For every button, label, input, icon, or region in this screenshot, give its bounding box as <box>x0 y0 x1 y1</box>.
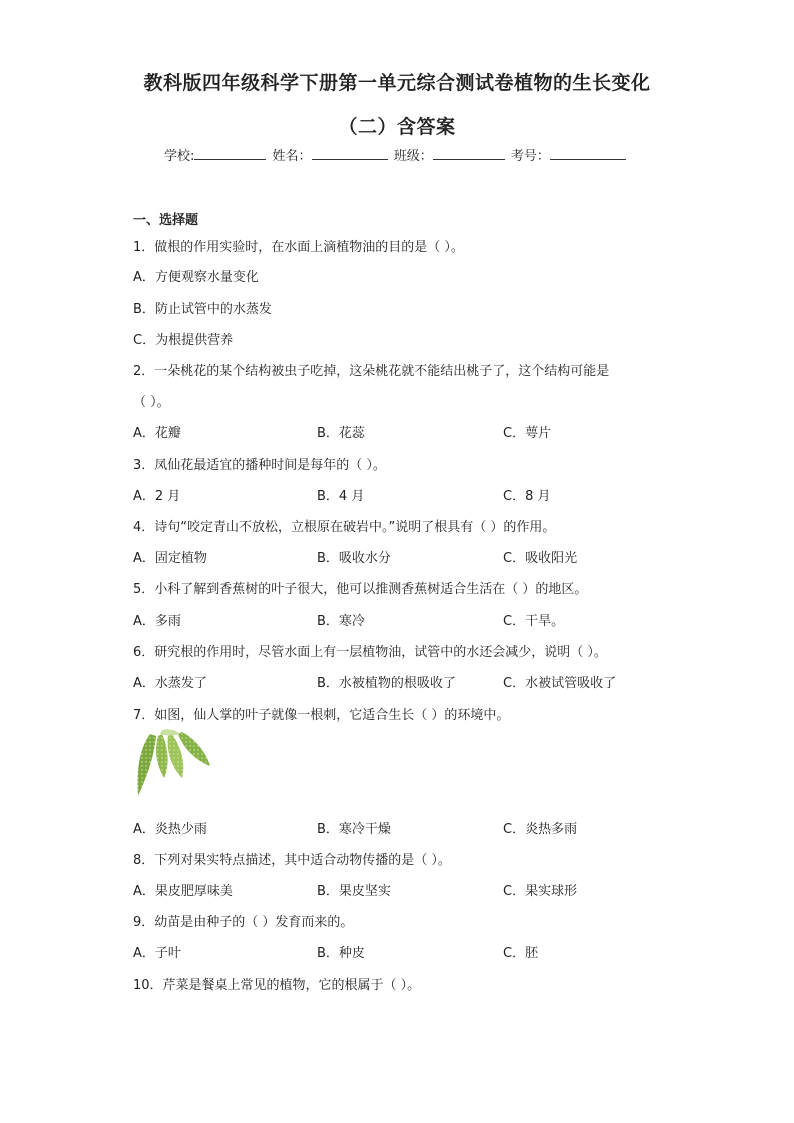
q7-option-a: A．炎热少雨 <box>133 822 207 837</box>
exam-number-label: 考号： <box>510 149 550 164</box>
question-2: 2．一朵桃花的某个结构被虫子吃掉，这朵桃花就不能结出桃子了，这个结构可能是 <box>133 364 610 379</box>
section-heading: 一、选择题 <box>133 213 199 228</box>
exam-number-blank <box>550 145 626 160</box>
q2-options <box>133 422 733 440</box>
q2-option-b: B．花蕊 <box>317 426 365 441</box>
q1-option-a: A．方便观察水量变化 <box>133 270 259 285</box>
school-blank <box>194 145 266 160</box>
q7-option-c: C．炎热多雨 <box>503 822 578 837</box>
q7-options <box>133 818 733 836</box>
q3-option-b: B．4 月 <box>317 489 365 504</box>
q8-option-a: A．果皮肥厚味美 <box>133 884 233 899</box>
q6-option-a: A．水蒸发了 <box>133 676 207 691</box>
q3-option-c: C．8 月 <box>503 489 551 504</box>
q8-option-c: C．果实球形 <box>503 884 578 899</box>
name-blank <box>312 145 388 160</box>
q4-options <box>133 547 733 565</box>
q6-options <box>133 672 733 690</box>
question-6: 6．研究根的作用时，尽管水面上有一层植物油，试管中的水还会减少，说明（ ）。 <box>133 645 607 660</box>
question-4: 4．诗句“咬定青山不放松，立根原在破岩中。”说明了根具有（ ）的作用。 <box>133 520 556 535</box>
q6-option-c: C．水被试管吸收了 <box>503 676 617 691</box>
q2-option-a: A．花瓣 <box>133 426 181 441</box>
doc-title-line1: 教科版四年级科学下册第一单元综合测试卷植物的生长变化 <box>143 72 651 94</box>
doc-title-line2: （二）含答案 <box>338 116 456 138</box>
question-5: 5．小科了解到香蕉树的叶子很大，他可以推测香蕉树适合生活在（ ）的地区。 <box>133 582 588 597</box>
class-blank <box>433 145 505 160</box>
class-label: 班级： <box>393 149 433 164</box>
q3-options <box>133 485 733 503</box>
q5-option-c: C．干旱。 <box>503 614 565 629</box>
q4-option-b: B．吸收水分 <box>317 551 391 566</box>
question-7: 7．如图，仙人掌的叶子就像一根刺，它适合生长（ ）的环境中。 <box>133 708 510 723</box>
q2-option-c: C．萼片 <box>503 426 552 441</box>
q8-options <box>133 880 733 898</box>
q4-option-a: A．固定植物 <box>133 551 207 566</box>
q7-option-b: B．寒冷干燥 <box>317 822 391 837</box>
cactus-image <box>132 728 214 798</box>
q9-option-c: C．胚 <box>503 946 539 961</box>
q5-options <box>133 610 733 628</box>
question-1: 1．做根的作用实验时，在水面上滴植物油的目的是（ ）。 <box>133 240 464 255</box>
q5-option-a: A．多雨 <box>133 614 181 629</box>
q5-option-b: B．寒冷 <box>317 614 365 629</box>
question-10: 10．芹菜是餐桌上常见的植物，它的根属于（ ）。 <box>133 978 421 993</box>
q3-option-a: A．2 月 <box>133 489 181 504</box>
q1-option-c: C．为根提供营养 <box>133 333 234 348</box>
school-label: 学校: <box>164 149 195 164</box>
q8-option-b: B．果皮坚实 <box>317 884 391 899</box>
q9-option-b: B．种皮 <box>317 946 365 961</box>
student-info-row <box>164 145 628 164</box>
name-label: 姓名： <box>272 149 312 164</box>
q1-option-b: B．防止试管中的水蒸发 <box>133 302 272 317</box>
question-2-cont: （ ）。 <box>133 395 170 410</box>
q9-option-a: A．子叶 <box>133 946 181 961</box>
q4-option-c: C．吸收阳光 <box>503 551 578 566</box>
q6-option-b: B．水被植物的根吸收了 <box>317 676 456 691</box>
q9-options <box>133 942 733 960</box>
question-9: 9．幼苗是由种子的（ ）发育而来的。 <box>133 915 354 930</box>
question-3: 3．凤仙花最适宜的播种时间是每年的（ ）。 <box>133 458 386 473</box>
question-8: 8．下列对果实特点描述，其中适合动物传播的是（ ）。 <box>133 853 451 868</box>
